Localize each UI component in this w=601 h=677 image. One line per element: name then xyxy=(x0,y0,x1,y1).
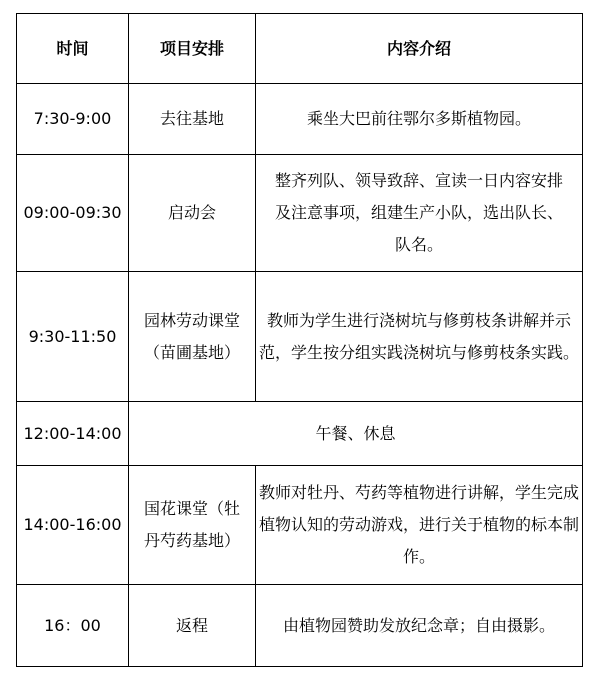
row-desc xyxy=(256,155,583,272)
header-time: 时间 xyxy=(17,14,129,84)
row-desc xyxy=(256,466,583,585)
row-desc-text: 教师对牡丹、芍药等植物进行讲解，学生完成植物认知的劳动游戏，进行关于植物的标本制作。 xyxy=(258,483,579,566)
row-item xyxy=(129,585,256,667)
row-desc-text: 教师为学生进行浇树坑与修剪枝条讲解并示范，学生按分组实践浇树坑与修剪枝条实践。 xyxy=(258,310,579,362)
row-time: 9:30-11:50 xyxy=(17,272,129,402)
row-item-text: 去往基地 xyxy=(159,109,224,128)
row-desc-text: 由植物园赞助发放纪念章；自由摄影。 xyxy=(282,615,555,635)
row-time: 14:00-16:00 xyxy=(17,466,129,585)
schedule-table xyxy=(16,13,583,667)
row-merged: 午餐、休息 xyxy=(129,402,583,466)
row-item-text: 返程 xyxy=(175,615,208,635)
row-desc-text: 整齐列队、领导致辞、宣读一日内容安排及注意事项，组建生产小队，选出队长、队名。 xyxy=(274,171,563,254)
row-desc xyxy=(256,84,583,155)
row-item-text: 国花课堂（牡丹芍药基地） xyxy=(143,499,240,550)
row-desc xyxy=(256,585,583,667)
table-row xyxy=(17,466,583,585)
table-row xyxy=(17,272,583,402)
table-row xyxy=(17,155,583,272)
table-row xyxy=(17,585,583,667)
row-desc-text: 乘坐大巴前往鄂尔多斯植物园。 xyxy=(306,109,531,128)
row-desc xyxy=(256,272,583,402)
row-item-text: 园林劳动课堂（苗圃基地） xyxy=(143,310,240,362)
table-header-row xyxy=(17,14,583,84)
row-item xyxy=(129,466,256,585)
row-item xyxy=(129,272,256,402)
row-item-text: 启动会 xyxy=(167,203,216,222)
row-time: 7:30-9:00 xyxy=(17,84,129,155)
row-time: 09:00-09:30 xyxy=(17,155,129,272)
row-time: 12:00-14:00 xyxy=(17,402,129,466)
table-row xyxy=(17,84,583,155)
header-item: 项目安排 xyxy=(129,14,256,84)
row-time: 16：00 xyxy=(17,585,129,667)
row-item xyxy=(129,155,256,272)
header-desc: 内容介绍 xyxy=(256,14,583,84)
table-row xyxy=(17,402,583,466)
row-item xyxy=(129,84,256,155)
